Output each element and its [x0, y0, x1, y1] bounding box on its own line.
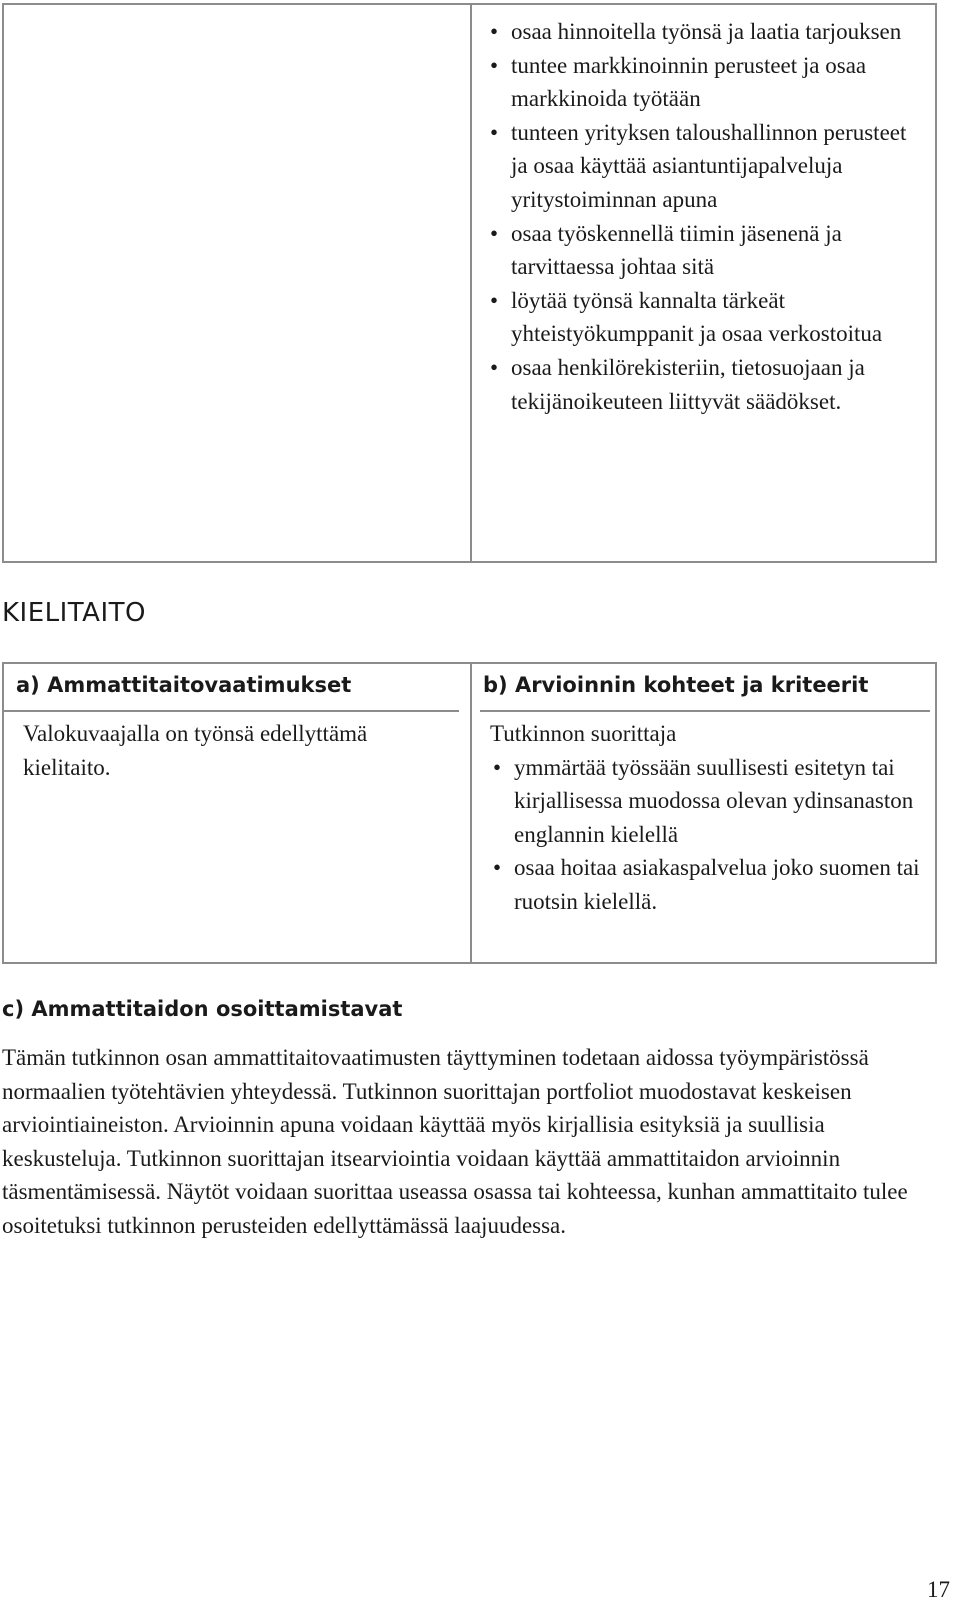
criteria-intro: Tutkinnon suorittaja [490, 721, 677, 746]
table-column-divider [470, 3, 472, 563]
requirements-text: Valokuvaajalla on työnsä edellyttämä kielitaito. [23, 721, 368, 780]
list-item: • löytää työnsä kannalta tärkeät yhteistyökumppanit ja osaa verkostoitua [487, 284, 927, 351]
criteria-cell [490, 717, 930, 919]
section-heading-kielitaito: KIELITAITO [2, 598, 146, 628]
page-number: 17 [927, 1577, 950, 1602]
criteria-bullet-list [490, 751, 930, 919]
header-rule [2, 710, 459, 712]
criteria-bullet-list [487, 15, 927, 418]
list-item: • osaa työskennellä tiimin jäsenenä ja tarvittaessa johtaa sitä [487, 217, 927, 284]
section-heading-demonstration: c) Ammattitaidon osoittamistavat [2, 997, 403, 1021]
list-item: • osaa henkilörekisteriin, tietosuojaan ja tekijänoikeuteen liittyvät säädökset. [487, 351, 927, 418]
list-item: • tuntee markkinoinnin perusteet ja osaa markkinoida työtään [487, 49, 927, 116]
list-item: • osaa hoitaa asiakaspalvelua joko suomen tai ruotsin kielellä. [490, 851, 930, 918]
list-item: • tunteen yrityksen taloushallinnon perusteet ja osaa käyttää asiantuntijapalveluja yritystoiminnan apuna [487, 116, 927, 217]
section-body-paragraph: Tämän tutkinnon osan ammattitaitovaatimusten täyttyminen todetaan aidossa työympäristössä normaalien työtehtävien yhteydessä. Tutkinnon suorittajan portfoliot muodostavat keskeisen arviointiaineiston. Arvioinnin apuna voidaan käyttää myös kirjallisia esityksiä ja suullisia keskusteluja. Tutkinnon suorittajan itsearviointia voidaan käyttää ammattitaidon arvioinnin täsmentämisessä. Näytöt voidaan suorittaa useassa osassa tai kohteessa, kunhan ammattitaito tulee osoitetuksi tutkinnon perusteiden edellyttämässä laajuudessa. [2, 1045, 908, 1238]
table-column-divider [470, 662, 472, 964]
column-header-requirements: a) Ammattitaitovaatimukset [16, 673, 352, 697]
list-item: • ymmärtää työssään suullisesti esitetyn tai kirjallisessa muodossa olevan ydinsanaston englannin kielellä [490, 751, 930, 852]
column-header-criteria: b) Arvioinnin kohteet ja kriteerit [483, 673, 869, 697]
list-item: • osaa hinnoitella työnsä ja laatia tarjouksen [487, 15, 927, 49]
header-rule [480, 710, 930, 712]
